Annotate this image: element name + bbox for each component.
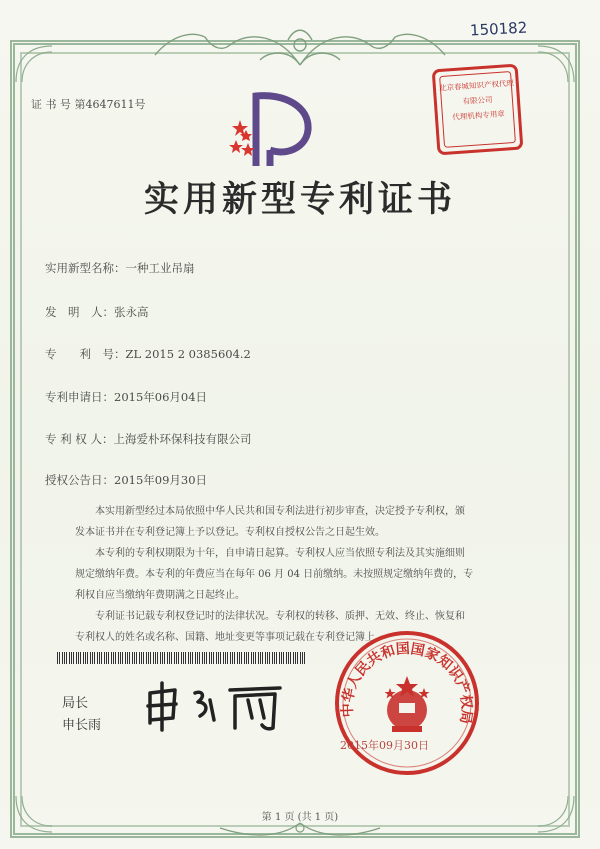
certificate-title: 实用新型专利证书 bbox=[143, 179, 456, 220]
paragraph-line: 专利证书记载专利权登记时的法律状况。专利权的转移、质押、无效、终止、恢复和 bbox=[95, 611, 465, 622]
field-value: ZL 2015 2 0385604.2 bbox=[125, 347, 251, 361]
field-label: 专 利 权 人： bbox=[45, 432, 114, 446]
paragraph-line: 发本证书并在专利登记簿上予以登记。专利权自授权公告之日起生效。 bbox=[75, 527, 385, 538]
agency-seal-line-1: 北京春城知识产权代理有限公司 bbox=[438, 78, 515, 107]
field-value: 上海爱朴环保科技有限公司 bbox=[113, 432, 252, 446]
director-title: 局长 bbox=[62, 696, 89, 711]
corner-ornament-tl bbox=[14, 44, 54, 84]
paragraph-line: 本实用新型经过本局依照中华人民共和国专利法进行初步审查，决定授予专利权，颁 bbox=[95, 506, 465, 517]
corner-ornament-tr bbox=[536, 44, 576, 84]
field-label: 专 利 号： bbox=[45, 347, 126, 361]
seal-arc-label: 中华人民共和国国家知识产权局 bbox=[339, 640, 475, 725]
handwritten-number: 150182 bbox=[469, 18, 528, 40]
field-label: 实用新型名称： bbox=[45, 261, 126, 275]
field-value: 一种工业吊扇 bbox=[125, 261, 195, 275]
top-ornament bbox=[150, 25, 450, 70]
certificate-number: 证 书 号 第4647611号 bbox=[31, 98, 146, 111]
field-value: 2015年09月30日 bbox=[114, 473, 208, 487]
field-announcement-date bbox=[45, 472, 207, 488]
field-label: 授权公告日： bbox=[45, 473, 114, 487]
agency-seal-line-2: 代理机构专用章 bbox=[452, 109, 506, 122]
paragraph-line: 本专利的专利权期限为十年，自申请日起算。专利权人应当依照专利法及其实施细则 bbox=[95, 548, 465, 559]
svg-text:中华人民共和国国家知识产权局 bbox=[339, 640, 476, 725]
paragraph-line: 专利权人的姓名或名称、国籍、地址变更等事项记载在专利登记簿上。 bbox=[75, 632, 385, 643]
barcode bbox=[57, 652, 307, 664]
field-label: 发 明 人： bbox=[45, 305, 114, 319]
page-number: 第 1 页 (共 1 页) bbox=[261, 812, 339, 823]
field-inventor bbox=[45, 304, 149, 320]
seal-arc-text bbox=[332, 628, 482, 778]
paragraph-line: 规定缴纳年费。本专利的年费应当在每年 06 月 04 日前缴纳。未按照规定缴纳年费的，专 bbox=[75, 569, 474, 580]
agency-seal-text bbox=[439, 75, 517, 125]
paragraph-line: 利权自应当缴纳年费期满之日起终止。 bbox=[75, 590, 245, 601]
seal-date: 2015年09月30日 bbox=[340, 739, 429, 752]
field-label: 专利申请日： bbox=[45, 390, 114, 404]
field-utility-model-name bbox=[45, 260, 195, 276]
patent-office-logo bbox=[228, 88, 318, 178]
director-name: 申长雨 bbox=[62, 718, 102, 733]
field-value: 张永高 bbox=[114, 305, 149, 319]
director-signature bbox=[140, 678, 290, 733]
certificate-body-text bbox=[75, 501, 565, 648]
field-value: 2015年06月04日 bbox=[114, 390, 208, 404]
field-patent-number bbox=[45, 346, 251, 362]
field-filing-date bbox=[45, 389, 207, 405]
field-patentee bbox=[45, 431, 251, 447]
